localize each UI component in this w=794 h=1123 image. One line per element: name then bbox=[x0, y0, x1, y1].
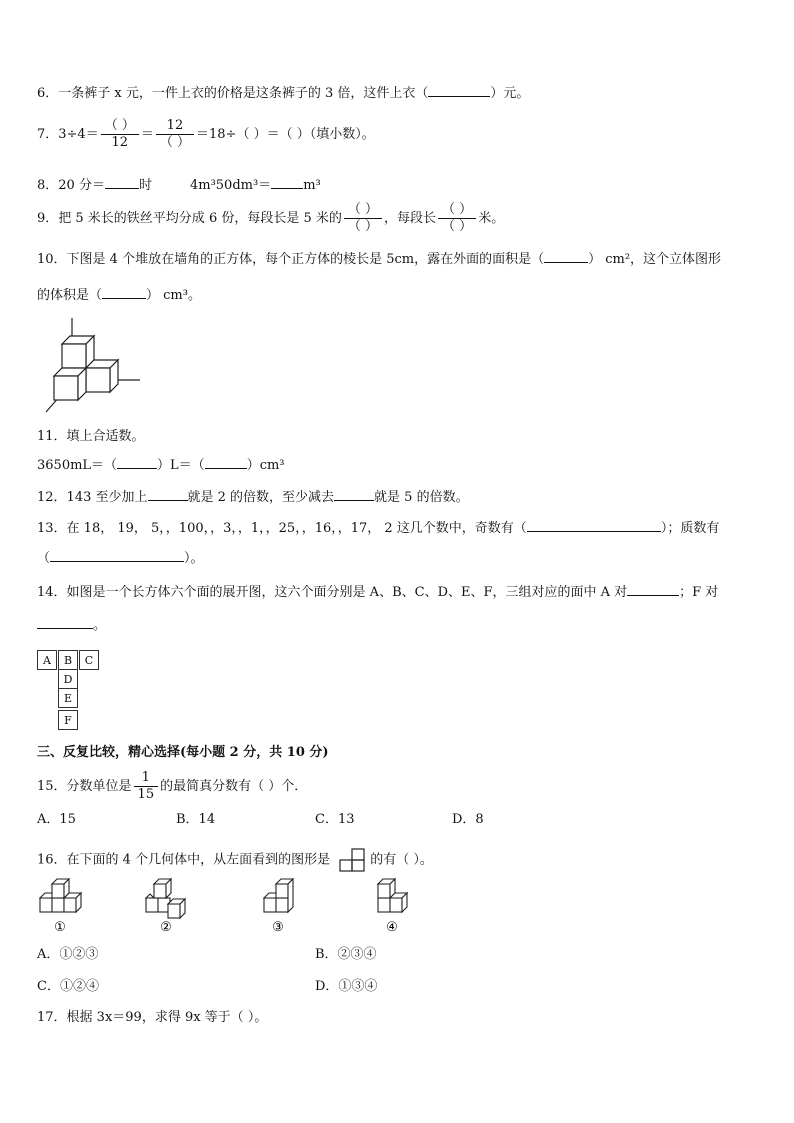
q7-frac1-numerator[interactable]: （ ） bbox=[101, 118, 139, 135]
q7-prefix: 7．3÷4＝ bbox=[37, 127, 99, 142]
question-14-line-2 bbox=[37, 616, 106, 635]
q11-blank-l[interactable] bbox=[117, 456, 157, 469]
right-cube-front bbox=[86, 368, 110, 392]
q13-part-c: （ bbox=[37, 551, 51, 566]
question-16 bbox=[37, 848, 433, 872]
q15-part-b: 的最简真分数有（ ）个． bbox=[160, 779, 308, 794]
net-face-b: B bbox=[58, 650, 78, 670]
q12-blank-a[interactable] bbox=[148, 488, 188, 501]
q10-volume-blank[interactable] bbox=[102, 286, 146, 299]
net-face-c: C bbox=[79, 650, 99, 670]
q6-answer-blank[interactable] bbox=[428, 84, 490, 97]
q10-area-blank[interactable] bbox=[544, 250, 588, 263]
q8-blank-b[interactable] bbox=[271, 176, 303, 189]
q8-unit-b: m³ bbox=[303, 178, 321, 193]
q12-part-a: 12．143 至少加上 bbox=[37, 490, 148, 505]
q9-frac1-denominator[interactable]: （ ） bbox=[347, 219, 379, 234]
q13-odd-blank[interactable] bbox=[527, 519, 661, 532]
q9-frac1-numerator[interactable]: （ ） bbox=[344, 202, 382, 219]
q15-option-b[interactable]: B．14 bbox=[176, 812, 216, 827]
q10-text-2: 的体积是（ bbox=[37, 288, 103, 303]
figure-label-4: ④ bbox=[386, 920, 398, 934]
q13-part-a: 13．在 18， 19， 5，，100，，3，，1，，25，，16，，17， 2 这几个数中，奇数有（ bbox=[37, 521, 527, 536]
solid-figure-2 bbox=[146, 879, 185, 918]
q14-blank-f[interactable] bbox=[37, 616, 93, 629]
q9-part-b: ，每段长 bbox=[384, 211, 437, 226]
q8-blank-a[interactable] bbox=[105, 176, 139, 189]
q15-fraction bbox=[134, 770, 159, 803]
left-cube-front bbox=[54, 376, 78, 400]
question-7 bbox=[37, 118, 375, 151]
net-face-a: A bbox=[37, 650, 57, 670]
q16-part-a: 16．在下面的 4 个几何体中，从左面看到的图形是 bbox=[37, 852, 331, 868]
q8-unit-a: 时 bbox=[138, 178, 152, 193]
q14-part-a: 14．如图是一个长方体六个面的展开图，这六个面分别是 A、B、C、D、E、F，三组对应的面中 A 对 bbox=[37, 585, 628, 600]
question-17: 17．根据 3x＝99，求得 9x 等于（ ）。 bbox=[37, 1010, 268, 1025]
figure-label-1: ① bbox=[54, 920, 66, 934]
q16-part-b: 的有（ ）。 bbox=[370, 852, 433, 868]
q8-part-b: 4m³50dm³＝ bbox=[189, 178, 272, 193]
net-face-d: D bbox=[58, 669, 78, 689]
stacked-cubes-figure bbox=[38, 318, 148, 414]
net-face-e: E bbox=[58, 688, 78, 708]
q11-blank-cm3[interactable] bbox=[205, 456, 247, 469]
q11-mid: ）L＝（ bbox=[157, 458, 205, 473]
question-13 bbox=[37, 519, 719, 538]
q10-text-b: ） cm²，这个立体图形 bbox=[588, 252, 722, 267]
question-8 bbox=[37, 176, 321, 195]
question-15 bbox=[37, 770, 307, 803]
q8-part-a: 8．20 分＝ bbox=[37, 178, 105, 193]
q12-part-b: 就是 2 的倍数，至少减去 bbox=[187, 490, 335, 505]
question-11-title bbox=[37, 428, 145, 446]
q15-option-d[interactable]: D．8 bbox=[452, 812, 484, 827]
q9-frac2-numerator[interactable]: （ ） bbox=[438, 202, 476, 219]
question-11 bbox=[37, 456, 285, 475]
q16-option-a[interactable]: A．①②③ bbox=[37, 947, 99, 962]
q7-frac2-denominator[interactable]: （ ） bbox=[159, 135, 191, 150]
q10-text-2b: ） cm³。 bbox=[146, 288, 201, 303]
question-13-line-2 bbox=[37, 549, 204, 568]
q13-prime-blank[interactable] bbox=[50, 549, 184, 562]
top-cube-front bbox=[62, 344, 86, 368]
q14-blank-a[interactable] bbox=[627, 583, 679, 596]
q11-end: ）cm³ bbox=[246, 458, 285, 473]
solid-figure-1 bbox=[40, 879, 81, 912]
q15-frac-numerator: 1 bbox=[134, 770, 159, 787]
q13-part-b: ）；质数有 bbox=[660, 521, 720, 536]
q9-fraction-1[interactable] bbox=[344, 202, 382, 235]
question-9 bbox=[37, 202, 504, 235]
q9-frac2-denominator[interactable]: （ ） bbox=[442, 219, 473, 234]
q6-text-end: ）元。 bbox=[490, 86, 530, 101]
q6-text: 6．一条裤子 x 元，一件上衣的价格是这条裤子的 3 倍，这件上衣（ bbox=[37, 86, 429, 101]
q9-part-c: 米。 bbox=[478, 211, 505, 226]
q15-option-c[interactable]: C．13 bbox=[315, 812, 355, 827]
figure-label-3: ③ bbox=[272, 920, 284, 934]
q16-option-c[interactable]: C．①②④ bbox=[37, 979, 99, 994]
left-view-shape-icon bbox=[338, 848, 366, 872]
q11-text: 3650mL＝（ bbox=[37, 458, 118, 473]
q11-title: 11．填上合适数。 bbox=[37, 429, 145, 444]
solid-figure-4 bbox=[378, 879, 407, 912]
q13-part-d: ）。 bbox=[184, 551, 204, 566]
question-10-line-2 bbox=[37, 286, 201, 305]
q7-suffix: ＝18÷（ ）＝（ ）（填小数）。 bbox=[196, 127, 375, 142]
q15-frac-denominator: 15 bbox=[137, 787, 155, 802]
q12-part-c: 就是 5 的倍数。 bbox=[374, 490, 469, 505]
solid-figure-3 bbox=[264, 879, 293, 912]
q7-equals: ＝ bbox=[140, 127, 154, 142]
q14-part-b: ；F 对 bbox=[679, 585, 719, 600]
q10-text: 10．下图是 4 个堆放在墙角的正方体，每个正方体的棱长是 5cm，露在外面的面积是（ bbox=[37, 252, 545, 267]
q9-fraction-2[interactable] bbox=[438, 202, 476, 235]
q16-solids-figures bbox=[36, 878, 496, 934]
question-10-line-1 bbox=[37, 250, 721, 269]
question-14 bbox=[37, 583, 718, 602]
question-12 bbox=[37, 488, 469, 507]
q14-part-c: 。 bbox=[93, 618, 107, 633]
q15-option-a[interactable]: A．15 bbox=[37, 812, 76, 827]
net-face-f: F bbox=[58, 710, 78, 730]
section-3-heading: 三、反复比较，精心选择(每小题 2 分，共 10 分) bbox=[37, 745, 329, 760]
q7-fraction-1 bbox=[101, 118, 139, 151]
q9-part-a: 9．把 5 米长的铁丝平均分成 6 份，每段长是 5 米的 bbox=[37, 211, 342, 226]
q7-frac2-numerator: 12 bbox=[156, 118, 194, 135]
q7-fraction-2 bbox=[156, 118, 194, 151]
q16-option-d[interactable]: D．①③④ bbox=[315, 979, 378, 994]
figure-label-2: ② bbox=[160, 920, 172, 934]
question-6 bbox=[37, 84, 529, 103]
q12-blank-b[interactable] bbox=[334, 488, 374, 501]
q16-option-b[interactable]: B．②③④ bbox=[315, 947, 377, 962]
q7-frac1-denominator: 12 bbox=[111, 135, 129, 150]
q15-part-a: 15．分数单位是 bbox=[37, 779, 132, 794]
